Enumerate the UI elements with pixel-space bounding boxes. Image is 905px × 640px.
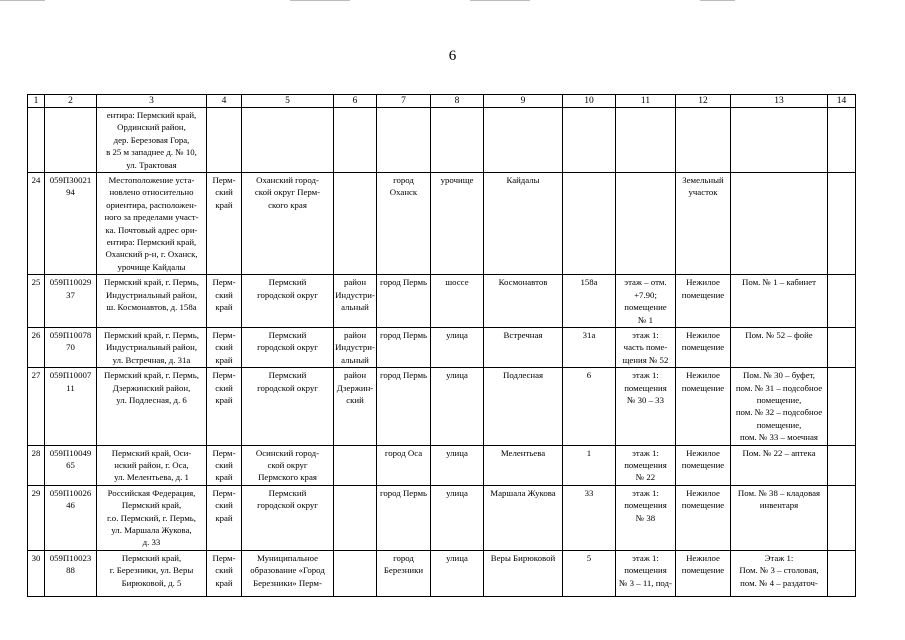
cell-row-number: 29 (28, 485, 45, 550)
cell-room-description: Этаж 1: Пом. № 3 – столовая, пом. № 4 – раздаточ- (731, 550, 828, 596)
cell-region: Перм- ский край (207, 173, 242, 275)
table-row (28, 108, 856, 173)
cell-floor-room (616, 173, 676, 275)
table-row (28, 550, 856, 596)
cell-address: Пермский край, г. Пермь, Дзержинский район, ул. Подлесная, д. 6 (97, 368, 207, 445)
table-row (28, 173, 856, 275)
cell-municipality: Пермский городской округ (242, 327, 334, 367)
cell-district (334, 550, 377, 596)
cell-municipality: Осинский город- ской округ Пермского края (242, 445, 334, 485)
cell-floor-room: этаж – отм. +7.90; помещение № 1 (616, 275, 676, 328)
cell-cadastral-number (45, 108, 97, 173)
column-header: 1 (28, 95, 45, 108)
cell-cadastral-number: 059П10078 70 (45, 327, 97, 367)
cell-address: Пермский край, Оси- нский район, г. Оса, ул. Мелентьева, д. 1 (97, 445, 207, 485)
cell-street-name: Кайдалы (484, 173, 563, 275)
cell-house-number: 6 (563, 368, 616, 445)
cell-floor-room (616, 108, 676, 173)
column-header: 7 (377, 95, 431, 108)
cell-district (334, 445, 377, 485)
cell-row-number: 24 (28, 173, 45, 275)
cell-settlement: город Оханск (377, 173, 431, 275)
cell-street-type: шоссе (431, 275, 484, 328)
column-header: 14 (828, 95, 856, 108)
column-header: 10 (563, 95, 616, 108)
column-header: 11 (616, 95, 676, 108)
cell-settlement: город Оса (377, 445, 431, 485)
cell-district (334, 108, 377, 173)
cell-region: Перм- ский край (207, 368, 242, 445)
cell-object-type: Нежилое помещение (676, 485, 731, 550)
cell-street-name: Встречная (484, 327, 563, 367)
cell-row-number: 28 (28, 445, 45, 485)
cell-address: Пермский край, г. Пермь, Индустриальный район, ул. Встречная, д. 31а (97, 327, 207, 367)
page-number: 6 (448, 48, 457, 64)
cell-settlement: город Пермь (377, 327, 431, 367)
cell-street-type: улица (431, 550, 484, 596)
cell-notes (828, 445, 856, 485)
cell-district: район Индустри- альный (334, 327, 377, 367)
cell-settlement: город Пермь (377, 368, 431, 445)
cell-room-description: Пом. № 52 – фойе (731, 327, 828, 367)
cell-district: район Индустри- альный (334, 275, 377, 328)
cell-notes (828, 108, 856, 173)
cell-cadastral-number: 059П10049 65 (45, 445, 97, 485)
top-edge-mark (0, 0, 45, 1)
cell-region: Перм- ский край (207, 327, 242, 367)
cell-district (334, 173, 377, 275)
cell-address: Пермский край, г. Пермь, Индустриальный район, ш. Космонавтов, д. 158а (97, 275, 207, 328)
cell-row-number: 30 (28, 550, 45, 596)
cell-region: Перм- ский край (207, 275, 242, 328)
table-row (28, 368, 856, 445)
column-header: 13 (731, 95, 828, 108)
cell-row-number: 26 (28, 327, 45, 367)
column-header: 2 (45, 95, 97, 108)
cell-street-name: Космонавтов (484, 275, 563, 328)
cell-house-number: 31а (563, 327, 616, 367)
cell-address: Пермский край, г. Березники, ул. Веры Бирюковой, д. 5 (97, 550, 207, 596)
cell-address: Местоположение уста- новлено относительно ориентира, расположен- ного за пределами участ- ка. Почтовый адрес ори- ентира: Пермский край, Оханский р-н, г. Оханск, урочище Кайдалы (97, 173, 207, 275)
cell-region: Перм- ский край (207, 445, 242, 485)
cell-room-description (731, 108, 828, 173)
cell-floor-room: этаж 1: помещения № 22 (616, 445, 676, 485)
register-table (27, 94, 856, 597)
cell-cadastral-number: 059П30021 94 (45, 173, 97, 275)
cell-notes (828, 368, 856, 445)
cell-object-type: Нежилое помещение (676, 445, 731, 485)
cell-room-description: Пом. № 38 – кладовая инвентаря (731, 485, 828, 550)
cell-cadastral-number: 059П10026 46 (45, 485, 97, 550)
cell-row-number: 27 (28, 368, 45, 445)
cell-street-type: улица (431, 368, 484, 445)
cell-settlement (377, 108, 431, 173)
cell-notes (828, 173, 856, 275)
cell-street-type: улица (431, 327, 484, 367)
cell-house-number (563, 173, 616, 275)
cell-notes (828, 275, 856, 328)
cell-house-number: 158а (563, 275, 616, 328)
cell-floor-room: этаж 1: помещения № 3 – 11, под- (616, 550, 676, 596)
cell-street-name: Мелентьева (484, 445, 563, 485)
cell-settlement: город Березники (377, 550, 431, 596)
column-header: 9 (484, 95, 563, 108)
cell-house-number: 33 (563, 485, 616, 550)
cell-notes (828, 550, 856, 596)
column-header: 5 (242, 95, 334, 108)
cell-cadastral-number: 059П10007 11 (45, 368, 97, 445)
cell-settlement: город Пермь (377, 275, 431, 328)
cell-settlement: город Пермь (377, 485, 431, 550)
cell-row-number: 25 (28, 275, 45, 328)
cell-address: ентира: Пермский край, Ординский район, дер. Березовая Гора, в 25 м западнее д. № 10, ул. Трактовая (97, 108, 207, 173)
column-header: 4 (207, 95, 242, 108)
column-header: 12 (676, 95, 731, 108)
cell-house-number (563, 108, 616, 173)
cell-region (207, 108, 242, 173)
cell-floor-room: этаж 1: помещения № 38 (616, 485, 676, 550)
cell-row-number (28, 108, 45, 173)
cell-floor-room: этаж 1: часть поме- щения № 52 (616, 327, 676, 367)
top-edge-mark (470, 0, 530, 1)
cell-house-number: 1 (563, 445, 616, 485)
cell-room-description (731, 173, 828, 275)
cell-object-type: Нежилое помещение (676, 275, 731, 328)
cell-room-description: Пом. № 22 – аптека (731, 445, 828, 485)
cell-municipality: Муниципальное образование «Город Березники» Перм- (242, 550, 334, 596)
table-row (28, 327, 856, 367)
column-header: 6 (334, 95, 377, 108)
cell-cadastral-number: 059П10023 88 (45, 550, 97, 596)
cell-notes (828, 327, 856, 367)
cell-region: Перм- ский край (207, 485, 242, 550)
cell-street-name (484, 108, 563, 173)
table-row (28, 445, 856, 485)
cell-municipality: Пермский городской округ (242, 368, 334, 445)
cell-object-type: Нежилое помещение (676, 327, 731, 367)
cell-municipality: Пермский городской округ (242, 275, 334, 328)
cell-municipality: Пермский городской округ (242, 485, 334, 550)
table-row (28, 485, 856, 550)
top-edge-mark (290, 0, 350, 1)
cell-floor-room: этаж 1: помещения № 30 – 33 (616, 368, 676, 445)
cell-address: Российская Федерация, Пермский край, г.о. Пермский, г. Пермь, ул. Маршала Жукова, д. 33 (97, 485, 207, 550)
column-header: 8 (431, 95, 484, 108)
column-header: 3 (97, 95, 207, 108)
cell-room-description: Пом. № 1 – кабинет (731, 275, 828, 328)
cell-region: Перм- ский край (207, 550, 242, 596)
cell-street-name: Маршала Жукова (484, 485, 563, 550)
cell-cadastral-number: 059П10029 37 (45, 275, 97, 328)
header-row (28, 95, 856, 108)
top-edge-mark (700, 0, 735, 1)
cell-object-type: Нежилое помещение (676, 368, 731, 445)
cell-object-type: Земельный участок (676, 173, 731, 275)
cell-street-type: улица (431, 445, 484, 485)
cell-street-type: урочище (431, 173, 484, 275)
cell-object-type (676, 108, 731, 173)
cell-street-name: Веры Бирюковой (484, 550, 563, 596)
cell-street-type (431, 108, 484, 173)
cell-municipality (242, 108, 334, 173)
cell-object-type: Нежилое помещение (676, 550, 731, 596)
cell-house-number: 5 (563, 550, 616, 596)
cell-notes (828, 485, 856, 550)
cell-municipality: Оханский город- ской округ Перм- ского края (242, 173, 334, 275)
cell-street-name: Подлесная (484, 368, 563, 445)
cell-district (334, 485, 377, 550)
cell-room-description: Пом. № 30 – буфет, пом. № 31 – подсобное помещение, пом. № 32 – подсобное помещение, пом. № 33 – моечная (731, 368, 828, 445)
table-row (28, 275, 856, 328)
cell-street-type: улица (431, 485, 484, 550)
cell-district: район Дзержин- ский (334, 368, 377, 445)
